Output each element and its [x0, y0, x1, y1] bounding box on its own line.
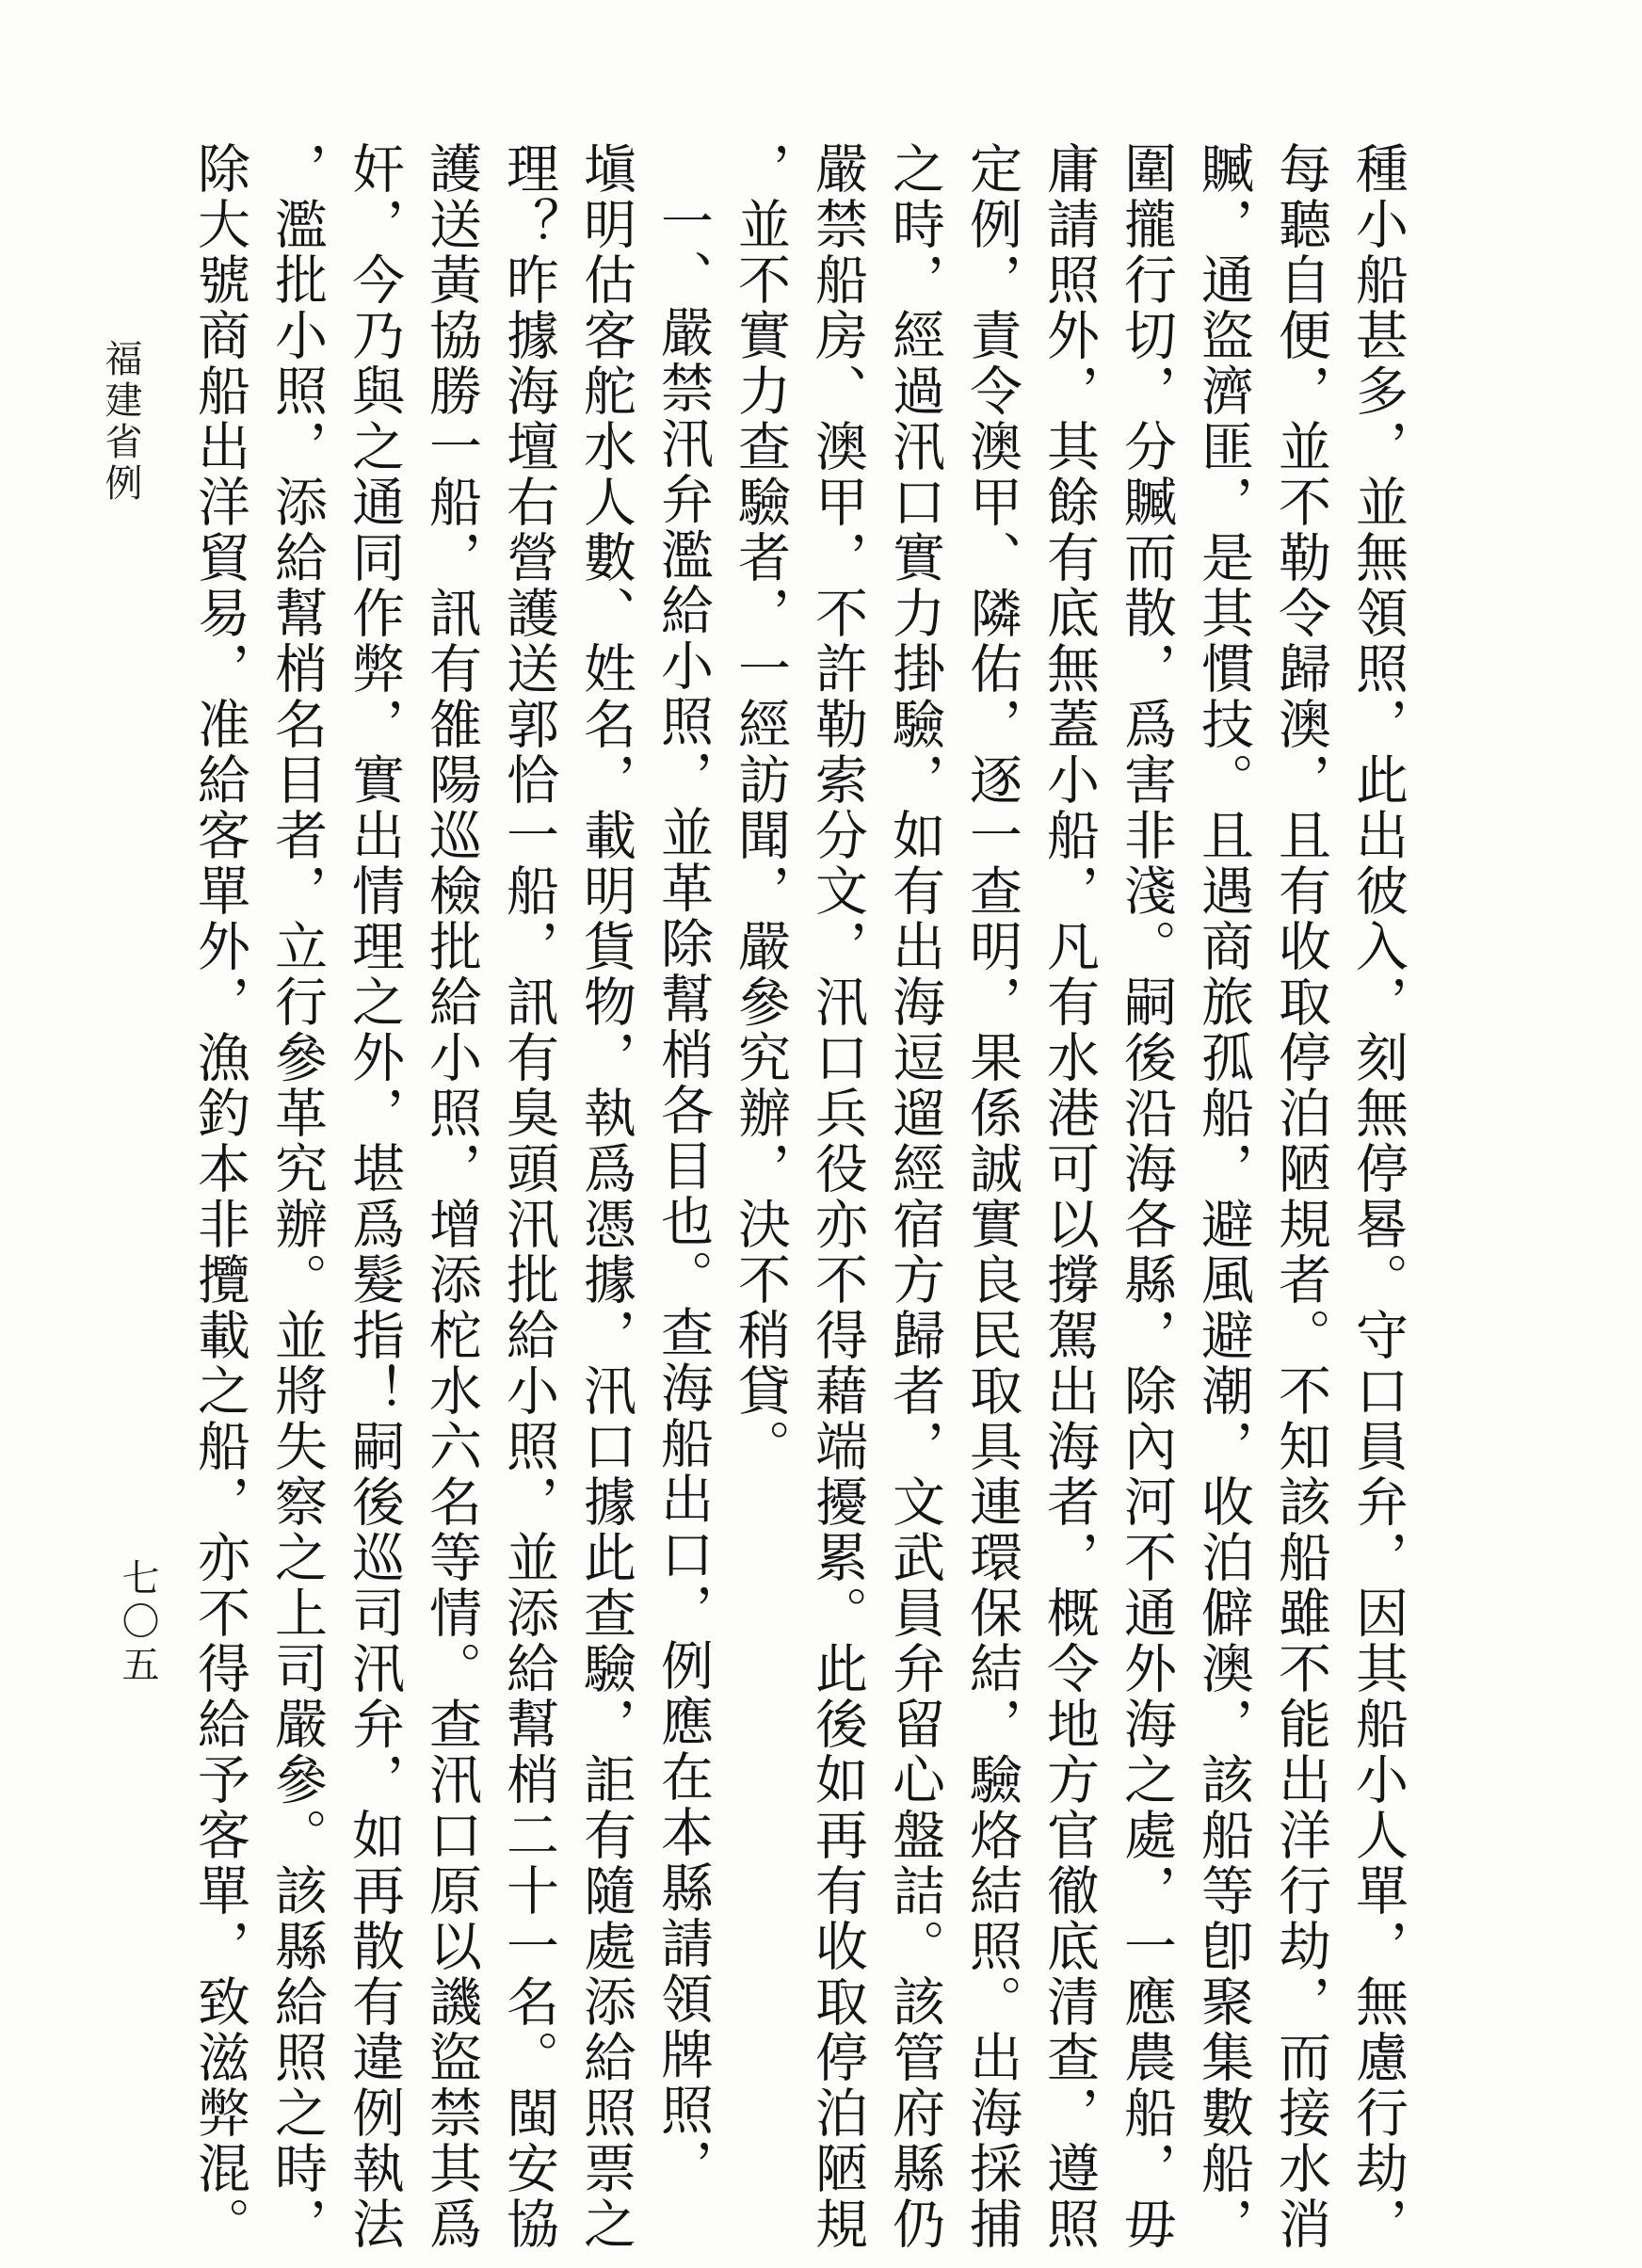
text-column: 之時，經過汛口實力掛驗，如有出海逗遛經宿方歸者，文武員弁留心盤詰。該管府縣仍: [884, 141, 945, 2252]
text-column: 奸，今乃與之通同作弊，實出情理之外，堪爲髮指！嗣後巡司汛弁，如再散有違例執法: [344, 141, 405, 2252]
text-column: 定例，責令澳甲、隣佑，逐一查明，果係誠實良民取具連環保結，驗烙結照。出海採捕: [961, 141, 1022, 2252]
text-column: 理？昨據海壇右營護送郭恰一船，訊有臭頭汛批給小照，並添給幫梢二十一名。閩安協: [498, 141, 559, 2252]
body-text: [181, 141, 1416, 2252]
running-head: 福建省例: [99, 339, 142, 505]
page-number: 七〇五: [116, 1558, 159, 1688]
text-column: 種小船甚多，並無領照，此出彼入，刻無停晷。守口員弁，因其船小人單，無慮行劫，: [1347, 141, 1409, 2252]
text-column: 庸請照外，其餘有底無蓋小船，凡有水港可以撐駕出海者，概令地方官徹底清查，遵照: [1038, 141, 1100, 2252]
text-column: 圍攏行切，分贓而散，爲害非淺。嗣後沿海各縣，除內河不通外海之處，一應農船，毋: [1116, 141, 1177, 2252]
text-column: 贓，通盜濟匪，是其慣技。且遇商旅孤船，避風避潮，收泊僻澳，該船等卽聚集數船，: [1193, 141, 1254, 2252]
text-column: 除大號商船出洋貿易，准給客單外，漁釣本非攬載之船，亦不得給予客單，致滋弊混。: [189, 141, 250, 2252]
text-column: ，濫批小照，添給幫梢名目者，立行參革究辦。並將失察之上司嚴參。該縣給照之時，: [266, 141, 328, 2252]
text-column: 每聽自便，並不勒令歸澳，且有收取停泊陋規者。不知該船雖不能出洋行劫，而接水消: [1270, 141, 1331, 2252]
text-column-section-start: 一、嚴禁汛弁濫給小照，並革除幫梢各目也。查海船出口，例應在本縣請領牌照，: [652, 194, 714, 2194]
text-column: ，並不實力查驗者，一經訪聞，嚴參究辦，決不稍貸。: [730, 141, 791, 1474]
text-column: 護送黃協勝一船，訊有雒陽巡檢批給小照，增添柁水六名等情。查汛口原以譏盜禁其爲: [421, 141, 482, 2252]
text-column: 塡明估客舵水人數、姓名，載明貨物，執爲憑據，汛口據此查驗，詎有隨處添給照票之: [575, 141, 636, 2252]
text-column: 嚴禁船房、澳甲，不許勒索分文，汛口兵役亦不得藉端擾累。此後如再有收取停泊陋規: [807, 141, 868, 2252]
